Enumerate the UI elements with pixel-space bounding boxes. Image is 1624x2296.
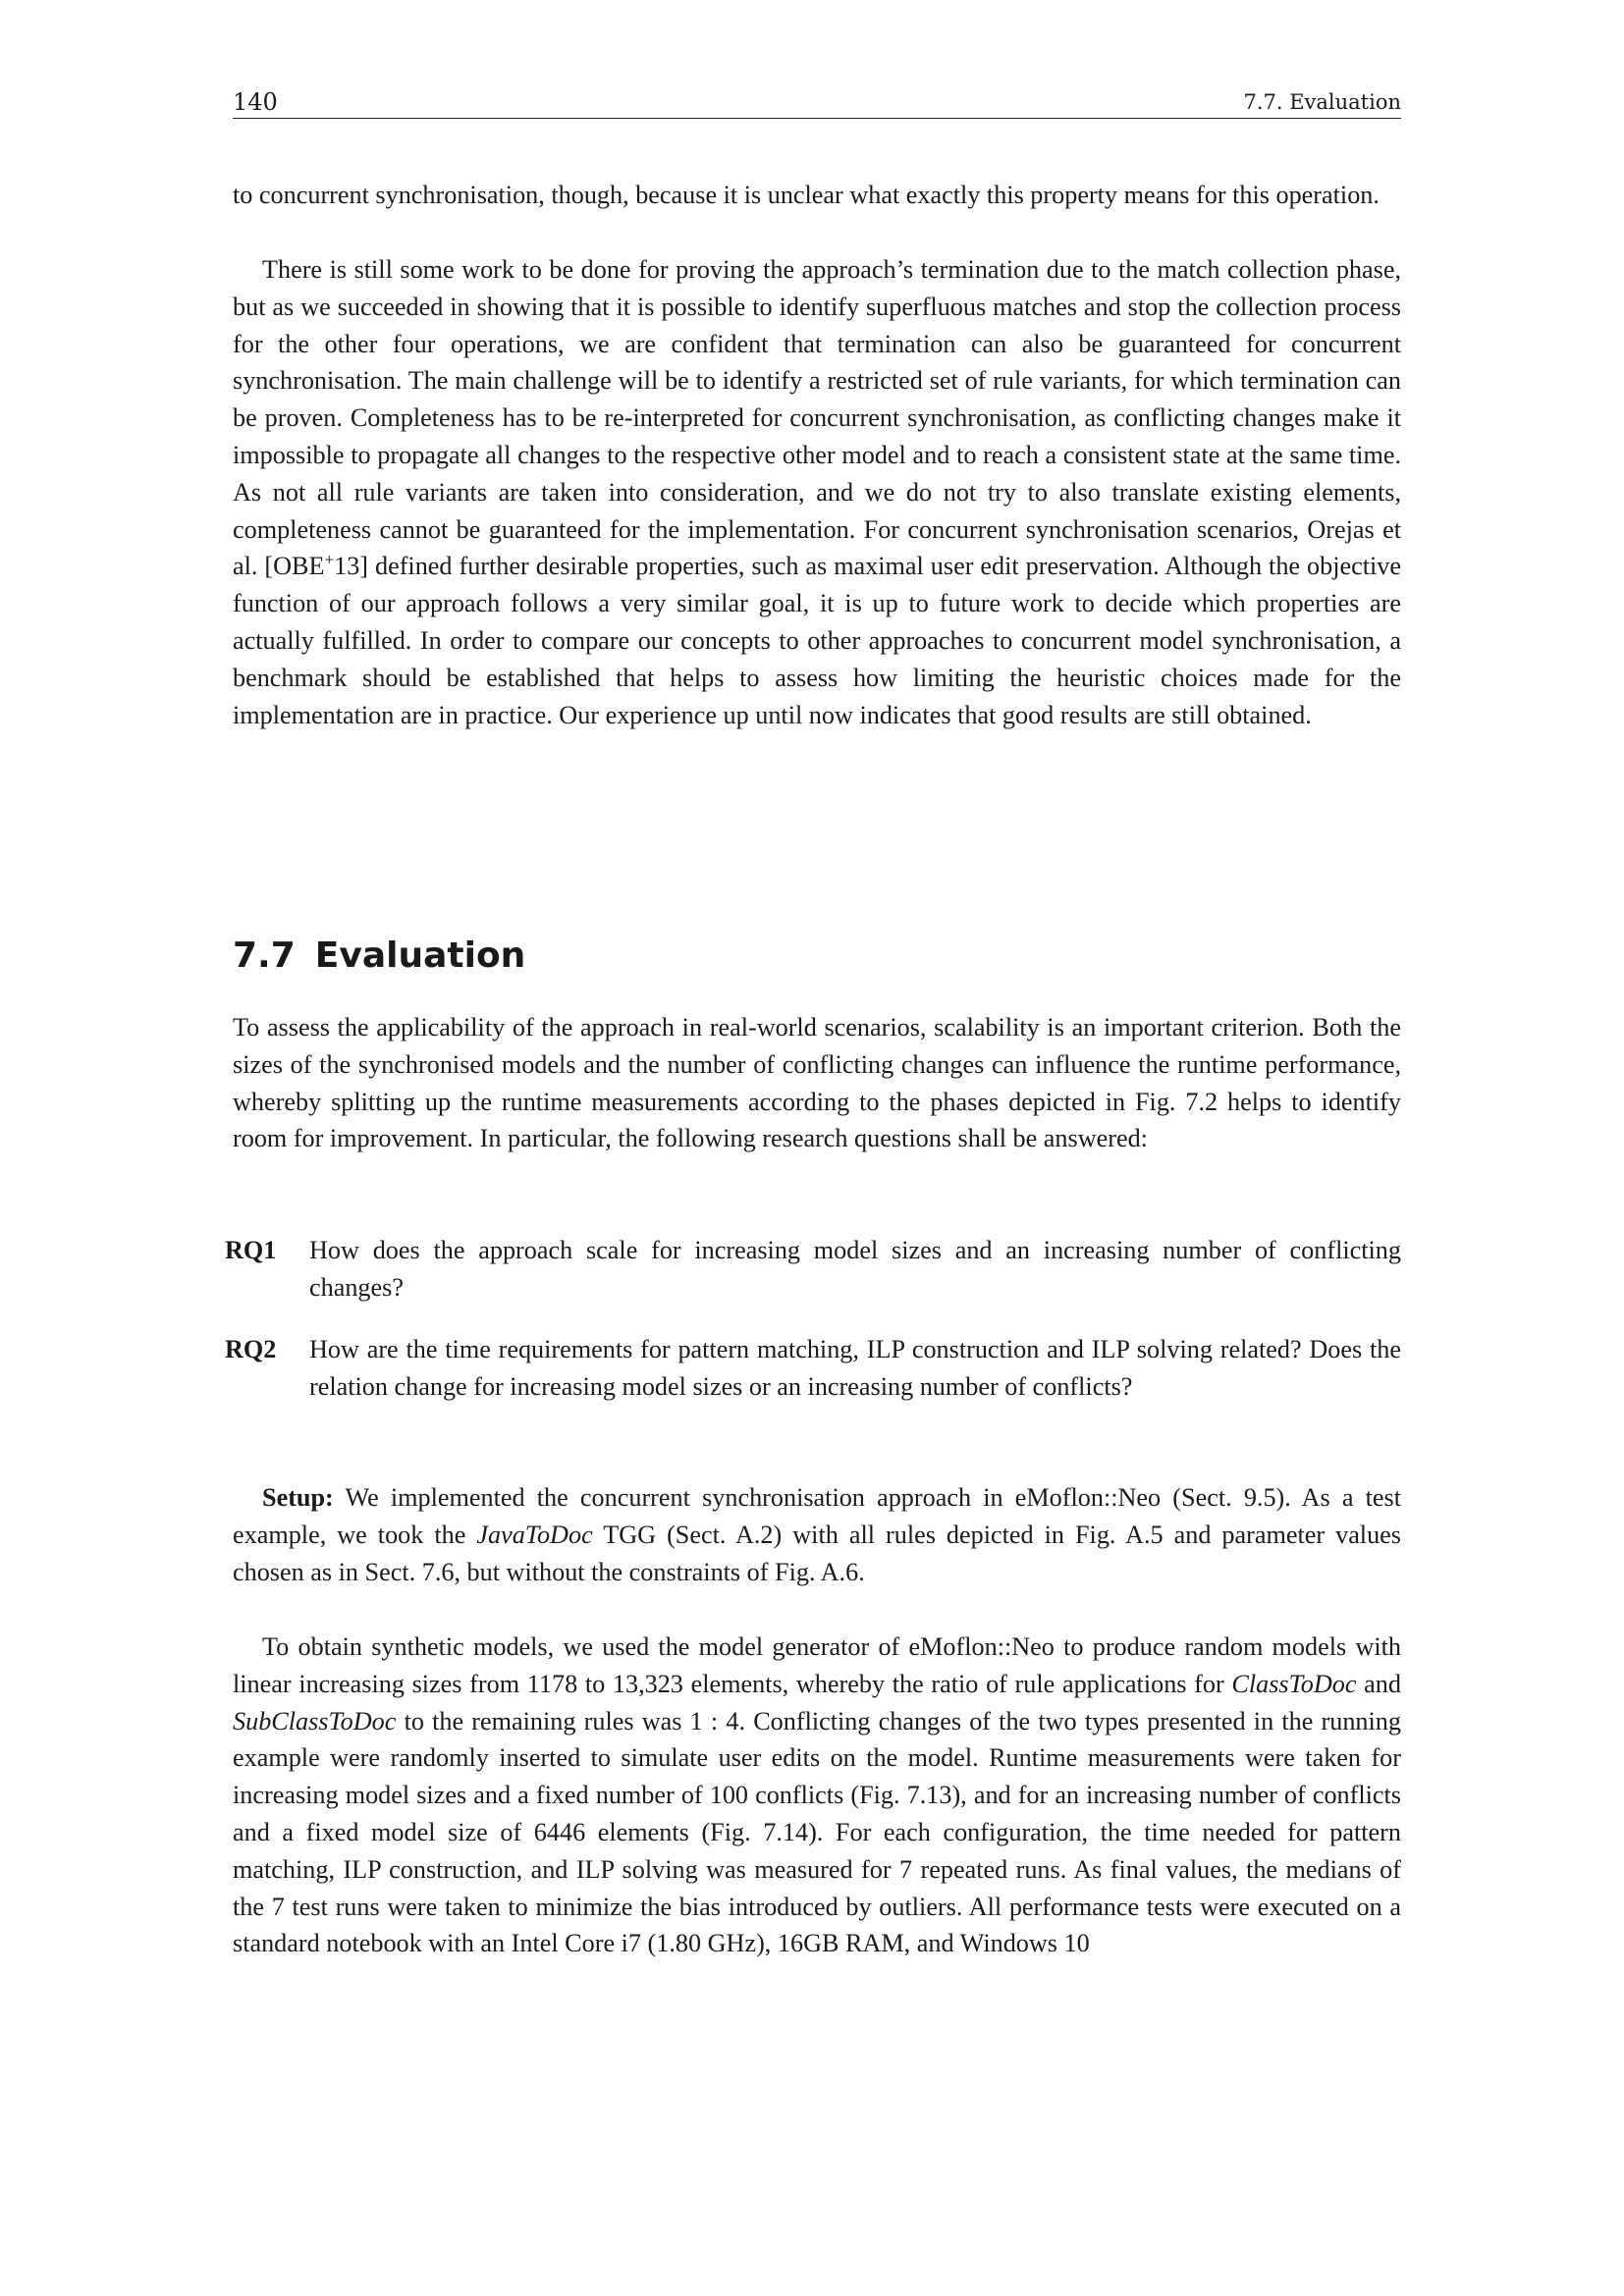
p5-text-b: and	[1356, 1669, 1401, 1698]
rq-text: How are the time requirements for pattern matching, ILP construction and ILP solving related? Does the relation change for increasing model sizes or an increasing number of conflicts?	[309, 1335, 1401, 1401]
section-title: Evaluation	[314, 935, 526, 976]
rq-label: RQ2	[225, 1335, 277, 1363]
research-question-2	[225, 1331, 1401, 1406]
page-number: 140	[233, 88, 278, 116]
section-heading	[233, 935, 525, 976]
tgg-name: JavaToDoc	[476, 1520, 593, 1549]
rq-label: RQ1	[225, 1236, 277, 1264]
paragraph-setup	[233, 1479, 1401, 1590]
section-number: 7.7	[233, 935, 296, 976]
setup-label: Setup:	[262, 1483, 334, 1512]
p2-text-b: 13] defined further desirable properties, such as maximal user edit preservation. Although the objective function of our approach follows a very similar goal, it is up to future work to decide which properties are actually fulfilled. In order to compare our concepts to other approaches to concurrent model synchronisation, a benchmark should be established that helps to assess how limiting the heuristic choices made for the implementation are in practice. Our experience up until now indicates that good results are still obtained.	[233, 552, 1401, 729]
p2-text-a: There is still some work to be done for proving the approach’s termination due to the match collection phase, but as we succeeded in showing that it is possible to identify superfluous matches and stop the collection process for the other four operations, we are confident that termination can also be guaranteed for concurrent synchronisation. The main challenge will be to identify a restricted set of rule variants, for which termination can be proven. Completeness has to be re-interpreted for concurrent synchronisation, as conflicting changes make it impossible to propagate all changes to the respective other model and to reach a consistent state at the same time. As not all rule variants are taken into consideration, and we do not try to also translate existing elements, completeness cannot be guaranteed for the implementation. For concurrent synchronisation scenarios, Orejas et al. [OBE	[233, 255, 1401, 581]
rq-text: How does the approach scale for increasing model sizes and an increasing number of conflicting changes?	[309, 1236, 1401, 1302]
paragraph-synthetic-models	[233, 1629, 1401, 1962]
p4-text-a: We implemented the concurrent synchronisation approach in eMoflon::Neo (Sect. 9.5). As a test example, we took the	[233, 1483, 1401, 1549]
rule-name-subclasstodoc: SubClassToDoc	[233, 1706, 397, 1735]
running-title: 7.7. Evaluation	[1243, 90, 1401, 114]
p5-text-c: to the remaining rules was 1 : 4. Conflicting changes of the two types presented in the running example were randomly inserted to simulate user edits on the model. Runtime measurements were taken for increasing model sizes and a fixed number of 100 conflicts (Fig. 7.13), and for an increasing number of conflicts and a fixed model size of 6446 elements (Fig. 7.14). For each configuration, the time needed for pattern matching, ILP construction, and ILP solving was measured for 7 repeated runs. As final values, the medians of the 7 test runs were taken to minimize the bias introduced by outliers. All performance tests were executed on a standard notebook with an Intel Core i7 (1.80 GHz), 16GB RAM, and Windows 10	[233, 1706, 1401, 1958]
running-header	[233, 88, 1401, 119]
citation-superscript: +	[324, 550, 335, 569]
paragraph-continuation: to concurrent synchronisation, though, because it is unclear what exactly this property means for this operation.	[233, 181, 1380, 209]
paragraph-termination	[233, 251, 1401, 733]
research-question-1	[225, 1232, 1401, 1307]
p4-text-b: TGG (Sect. A.2) with all rules depicted in Fig. A.5 and parameter values chosen as in Sect. 7.6, but without the constraints of Fig. A.6.	[233, 1520, 1401, 1586]
p5-text-a: To obtain synthetic models, we used the model generator of eMoflon::Neo to produce random models with linear increasing sizes from 1178 to 13,323 elements, whereby the ratio of rule applications for	[233, 1632, 1401, 1698]
paragraph-evaluation-intro: To assess the applicability of the approach in real-world scenarios, scalability is an important criterion. Both the sizes of the synchronised models and the number of conflicting changes can influence the runtime performance, whereby splitting up the runtime measurements according to the phases depicted in Fig. 7.2 helps to identify room for improvement. In particular, the following research questions shall be answered:	[233, 1013, 1401, 1153]
rule-name-classtodoc: ClassToDoc	[1231, 1669, 1357, 1698]
